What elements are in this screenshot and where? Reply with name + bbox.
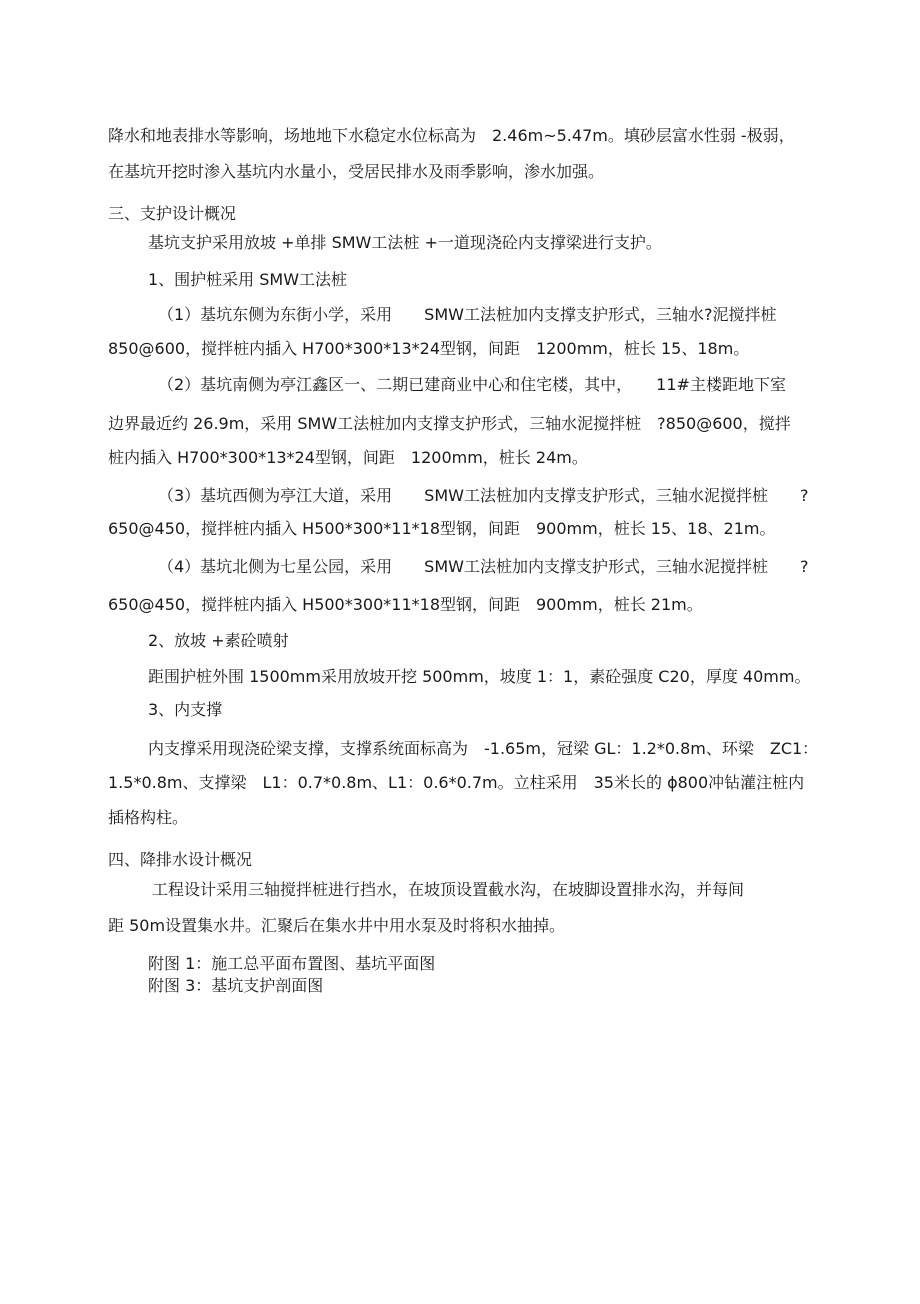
appendix-figure-1: 附图 1：施工总平面布置图、基坑平面图 [148,954,436,973]
item-1-line-2: 850@600，搅拌桩内插入 H700*300*13*24型钢，间距 1200mm，桩长 15、18m。 [108,339,750,358]
item-3-line-1: （3）基坑西侧为亭江大道，采用 SMW工法桩加内支撑支护形式，三轴水泥搅拌桩 ? [158,486,809,505]
subsection-1-heading: 1、围护桩采用 SMW工法桩 [148,270,348,289]
item-1-line-1: （1）基坑东侧为东街小学，采用 SMW工法桩加内支撑支护形式，三轴水?泥搅拌桩 [158,305,777,324]
subsection-2-text: 距围护桩外围 1500mm采用放坡开挖 500mm，坡度 1：1，素砼强度 C20，厚度 40mm。 [148,667,811,686]
item-2-line-1: （2）基坑南侧为亭江鑫区一、二期已建商业中心和住宅楼，其中， 11#主楼距地下室 [158,375,786,394]
section-4-line-2: 距 50m设置集水井。汇聚后在集水井中用水泵及时将积水抽掉。 [108,916,566,935]
subsection-3-line-3: 插格构柱。 [108,808,189,827]
subsection-3-line-2: 1.5*0.8m、支撑梁 L1：0.7*0.8m、L1：0.6*0.7m。立柱采用 35米长的 ϕ800冲钻灌注桩内 [108,773,805,792]
subsection-3-heading: 3、内支撑 [148,700,223,719]
subsection-3-line-1: 内支撑采用现浇砼梁支撑，支撑系统面标高为 -1.65m，冠梁 GL：1.2*0.8m、环梁 ZC1： [148,739,819,758]
section-4-line-1: 工程设计采用三轴搅拌桩进行挡水，在坡顶设置截水沟，在坡脚设置排水沟，并每间 [152,880,745,899]
section-3-heading: 三、支护设计概况 [108,204,237,223]
intro-line-2: 在基坑开挖时渗入基坑内水量小，受居民排水及雨季影响，渗水加强。 [108,162,605,181]
section-4-heading: 四、降排水设计概况 [108,850,253,869]
item-2-line-2: 边界最近约 26.9m，采用 SMW工法桩加内支撑支护形式，三轴水泥搅拌桩 ?850@600，搅拌 [108,414,791,433]
section-3-summary: 基坑支护采用放坡 +单排 SMW工法桩 +一道现浇砼内支撑梁进行支护。 [148,233,662,252]
subsection-2-heading: 2、放坡 +素砼喷射 [148,631,289,650]
intro-line-1: 降水和地表排水等影响，场地地下水稳定水位标高为 2.46m~5.47m。填砂层富水性弱 -极弱， [108,126,795,145]
item-4-line-2: 650@450，搅拌桩内插入 H500*300*11*18型钢，间距 900mm，桩长 21m。 [108,595,703,614]
appendix-figure-3: 附图 3：基坑支护剖面图 [148,976,324,995]
item-4-line-1: （4）基坑北侧为七星公园，采用 SMW工法桩加内支撑支护形式，三轴水泥搅拌桩 ? [158,557,809,576]
item-3-line-2: 650@450，搅拌桩内插入 H500*300*11*18型钢，间距 900mm，桩长 15、18、21m。 [108,519,776,538]
item-2-line-3: 桩内插入 H700*300*13*24型钢，间距 1200mm，桩长 24m。 [108,448,588,467]
